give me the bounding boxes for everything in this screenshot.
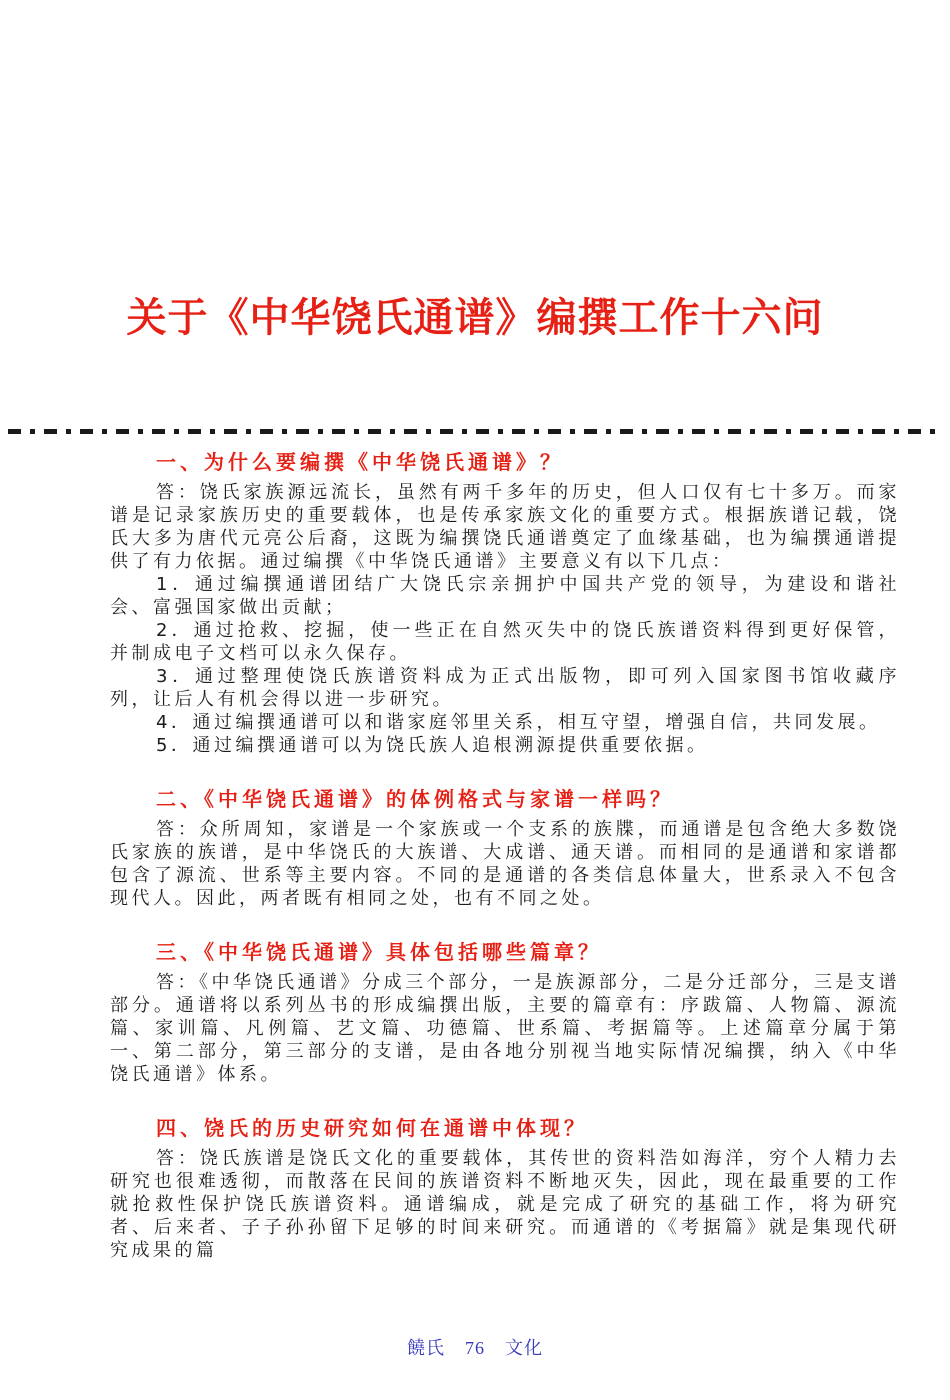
article-body (110, 450, 900, 1262)
section-heading: 三、《中华饶氏通谱》具体包括哪些篇章？ (156, 940, 602, 964)
section-question-3 (110, 940, 900, 1086)
footer-magazine-name: 饒氏 (407, 1338, 445, 1358)
footer-section-name: 文化 (505, 1338, 543, 1358)
dash-dot-divider (8, 429, 942, 434)
section-question-4 (110, 1116, 900, 1262)
section-question-2 (110, 787, 900, 910)
section-heading: 一、为什么要编撰《中华饶氏通谱》？ (156, 450, 564, 474)
answer-paragraph: 答：饶氏族谱是饶氏文化的重要载体，其传世的资料浩如海洋，穷个人精力去研究也很难透彻，而散落在民间的族谱资料不断地灭失，因此，现在最重要的工作就抢救性保护饶氏族谱资料。通谱编成，就是完成了研究的基础工作，将为研究者、后来者、子子孙孙留下足够的时间来研究。而通谱的《考据篇》就是集现代研究成果的篇 (110, 1148, 900, 1261)
section-question-1 (110, 450, 900, 757)
section-heading: 四、饶氏的历史研究如何在通谱中体现？ (156, 1116, 588, 1140)
list-item-paragraph: 3．通过整理使饶氏族谱资料成为正式出版物，即可列入国家图书馆收藏序列，让后人有机会得以进一步研究。 (110, 666, 900, 710)
answer-paragraph: 答：众所周知，家谱是一个家族或一个支系的族牒，而通谱是包含绝大多数饶氏家族的族谱，是中华饶氏的大族谱、大成谱、通天谱。而相同的是通谱和家谱都包含了源流、世系等主要内容。不同的是通谱的各类信息体量大，世系录入不包含现代人。因此，两者既有相同之处，也有不同之处。 (110, 819, 900, 909)
answer-paragraph: 答：饶氏家族源远流长，虽然有两千多年的历史，但人口仅有七十多万。而家谱是记录家族历史的重要载体，也是传承家族文化的重要方式。根据族谱记载，饶氏大多为唐代元亮公后裔，这既为编撰饶氏通谱奠定了血缘基础，也为编撰通谱提供了有力依据。通过编撰《中华饶氏通谱》主要意义有以下几点： (110, 482, 900, 572)
page-title: 关于《中华饶氏通谱》编撰工作十六问 (126, 295, 824, 341)
list-item-paragraph: 5．通过编撰通谱可以为饶氏族人追根溯源提供重要依据。 (156, 735, 709, 756)
list-item-paragraph: 4．通过编撰通谱可以和谐家庭邻里关系，相互守望，增强自信，共同发展。 (156, 712, 881, 733)
list-item-paragraph: 2．通过抢救、挖掘，使一些正在自然灭失中的饶氏族谱资料得到更好保管，并制成电子文档可以永久保存。 (110, 620, 900, 664)
footer-page-number: 76 (465, 1338, 485, 1358)
page-footer (0, 1334, 950, 1360)
answer-paragraph: 答：《中华饶氏通谱》分成三个部分，一是族源部分，二是分迁部分，三是支谱部分。通谱将以系列丛书的形成编撰出版，主要的篇章有：序跋篇、人物篇、源流篇、家训篇、凡例篇、艺文篇、功德篇、世系篇、考据篇等。上述篇章分属于第一、第二部分，第三部分的支谱，是由各地分别视当地实际情况编撰，纳入《中华饶氏通谱》体系。 (110, 972, 900, 1085)
section-heading: 二、《中华饶氏通谱》的体例格式与家谱一样吗？ (156, 787, 674, 811)
list-item-paragraph: 1．通过编撰通谱团结广大饶氏宗亲拥护中国共产党的领导，为建设和谐社会、富强国家做出贡献； (110, 574, 900, 618)
